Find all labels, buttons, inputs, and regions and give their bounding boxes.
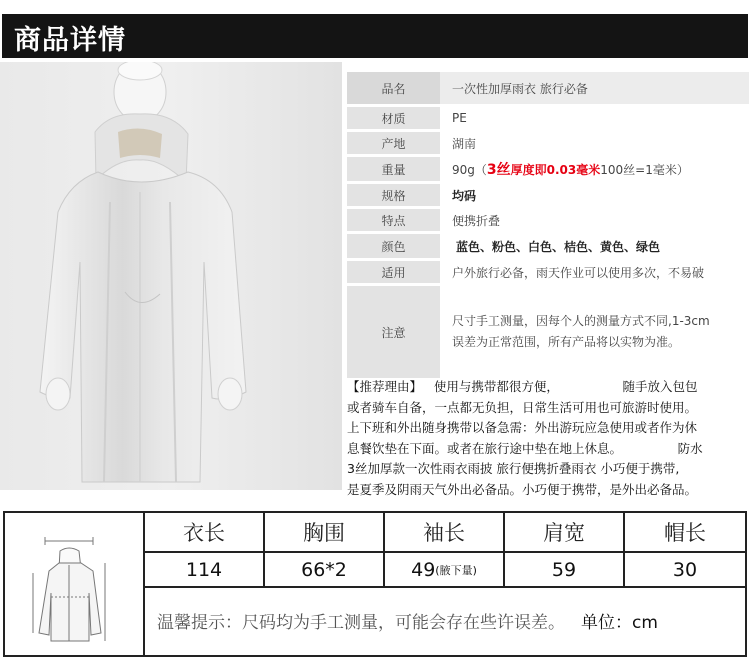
spec-key: 材质: [347, 107, 440, 129]
size-value-cell: 66*2: [265, 553, 385, 586]
spec-value: PE: [452, 111, 467, 125]
page-title: 商品详情: [14, 25, 126, 56]
spec-row-color: [347, 234, 749, 258]
reason-line: 上下班和外出随身携带以备急需：外出游玩应急使用或者作为休: [347, 420, 698, 435]
size-header-row: [145, 513, 745, 553]
spec-value: 便携折叠: [452, 213, 501, 228]
sleeve-value: 49: [411, 558, 436, 581]
reason-line: 3丝加厚款一次性雨衣雨披 旅行便携折叠雨衣 小巧便于携带,: [347, 461, 680, 476]
note-line: 误差为正常范围，所有产品将以实物为准。: [452, 335, 681, 349]
spec-key: 规格: [347, 184, 440, 206]
reason-line: 是夏季及阴雨天气外出必备品。小巧便于携带，是外出必备品。: [347, 481, 698, 497]
spec-value: 蓝色、粉色、白色、桔色、黄色、绿色: [456, 239, 661, 254]
spec-row-note: [347, 286, 749, 378]
spec-key: 特点: [347, 209, 440, 231]
spec-value: [440, 157, 749, 181]
spec-value: 户外旅行必备，雨天作业可以使用多次，不易破: [452, 265, 705, 280]
reason-line: 【推荐理由】 使用与携带都很方便， 随手放入包包: [347, 379, 698, 394]
raincoat-illustration: [0, 62, 342, 490]
header: [0, 0, 750, 60]
spec-key: 重量: [347, 157, 440, 181]
spec-key: 适用: [347, 261, 440, 283]
spec-table: [347, 72, 749, 378]
spec-row-usage: [347, 261, 749, 283]
spec-key: 品名: [347, 72, 440, 104]
reason-line: 息餐饮垫在下面。或者在旅行途中垫在地上休息。 防水: [347, 440, 703, 456]
weight-thickness-note: 厚度即0.03毫米: [510, 162, 601, 177]
spec-value: [440, 286, 749, 378]
jacket-measure-icon: [5, 513, 141, 653]
spec-row-feature: [347, 209, 749, 231]
size-header-cell: 袖长: [385, 513, 505, 551]
size-value-cell: [385, 553, 505, 586]
size-tip: [145, 588, 745, 653]
spec-key: 颜色: [347, 234, 440, 258]
size-header-cell: 衣长: [145, 513, 265, 551]
spec-row-weight: [347, 157, 749, 181]
weight-thickness: 3丝: [486, 162, 511, 178]
size-value-row: [145, 553, 745, 588]
unit-text: 单位：cm: [581, 613, 658, 633]
spec-row-name: [347, 72, 749, 104]
size-header-cell: 胸围: [265, 513, 385, 551]
size-table: [145, 513, 745, 653]
spec-key: 产地: [347, 132, 440, 154]
spec-key: 注意: [347, 286, 440, 378]
tip-text: 温馨提示：尺码均为手工测量，可能会存在些许误差。: [157, 613, 565, 633]
size-diagram: [5, 513, 145, 655]
product-photo: [0, 62, 342, 490]
spec-value: 一次性加厚雨衣 旅行必备: [440, 72, 749, 104]
sleeve-note: (腋下量): [435, 563, 477, 577]
size-header-cell: 肩宽: [505, 513, 625, 551]
size-table-box: [3, 511, 747, 657]
spec-row-material: [347, 107, 749, 129]
size-value-cell: 30: [672, 558, 698, 581]
spec-row-origin: [347, 132, 749, 154]
recommendation-text: [347, 377, 749, 500]
weight-prefix: 90g（: [452, 162, 487, 177]
size-value-cell: 114: [145, 553, 265, 586]
weight-suffix: 100丝=1毫米）: [600, 162, 689, 177]
size-header-cell: 帽长: [664, 521, 706, 545]
reason-line: 或者骑车自备，一点都无负担，日常生活可用也可旅游时使用。: [347, 399, 698, 415]
header-bar: [2, 14, 748, 58]
spec-value: 均码: [452, 188, 477, 203]
spec-value: 湖南: [452, 136, 477, 151]
size-value-cell: 59: [505, 553, 625, 586]
note-line: 尺寸手工测量，因每个人的测量方式不同,1-3cm: [452, 314, 710, 328]
spec-row-size: [347, 184, 749, 206]
